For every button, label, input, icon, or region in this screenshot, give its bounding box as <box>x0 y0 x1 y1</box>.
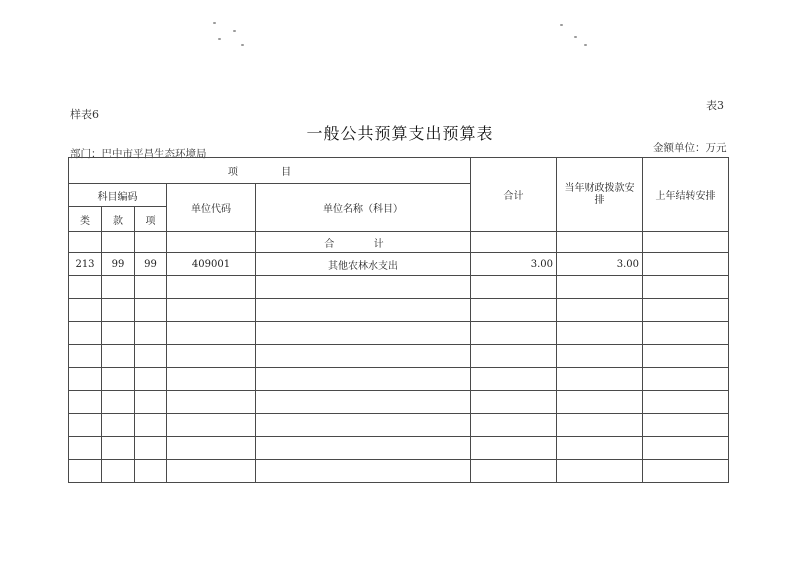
item-group-header: 项 目 <box>69 158 471 184</box>
cell-xiang: 99 <box>135 253 167 276</box>
cell-current-year: 3.00 <box>557 253 643 276</box>
amount-unit-label: 金额单位：万元 <box>653 142 727 154</box>
summary-label: 合 计 <box>256 232 471 253</box>
budget-table <box>68 157 729 483</box>
header-row-1 <box>69 158 729 184</box>
xiang-header: 项 <box>135 207 167 232</box>
table-row <box>69 414 729 437</box>
table-row <box>69 345 729 368</box>
table-row <box>69 391 729 414</box>
unit-code-header: 单位代码 <box>167 184 256 232</box>
unit-name-header: 单位名称（科目） <box>256 184 471 232</box>
carryover-header: 上年结转安排 <box>643 158 729 232</box>
lei-header: 类 <box>69 207 102 232</box>
cell-lei: 213 <box>69 253 102 276</box>
table-row <box>69 299 729 322</box>
kuan-header: 款 <box>102 207 135 232</box>
table-row <box>69 460 729 483</box>
current-year-header: 当年财政拨款安排 <box>557 158 643 232</box>
summary-row <box>69 232 729 253</box>
cell-carryover <box>643 253 729 276</box>
cell-unit-code: 409001 <box>167 253 256 276</box>
page-title: 一般公共预算支出预算表 <box>306 124 494 143</box>
table-row <box>69 368 729 391</box>
cell-unit-name: 其他农林水支出 <box>256 253 471 276</box>
total-header: 合计 <box>471 158 557 232</box>
table-row <box>69 437 729 460</box>
cell-total: 3.00 <box>471 253 557 276</box>
table-row <box>69 253 729 276</box>
cell-kuan: 99 <box>102 253 135 276</box>
subject-code-header: 科目编码 <box>69 184 167 207</box>
sheet-label: 样表6 <box>70 108 99 121</box>
department-label: 部门：巴中市平昌生态环境局 <box>70 148 207 160</box>
table-row <box>69 276 729 299</box>
table-number: 表3 <box>706 99 724 112</box>
table-row <box>69 322 729 345</box>
